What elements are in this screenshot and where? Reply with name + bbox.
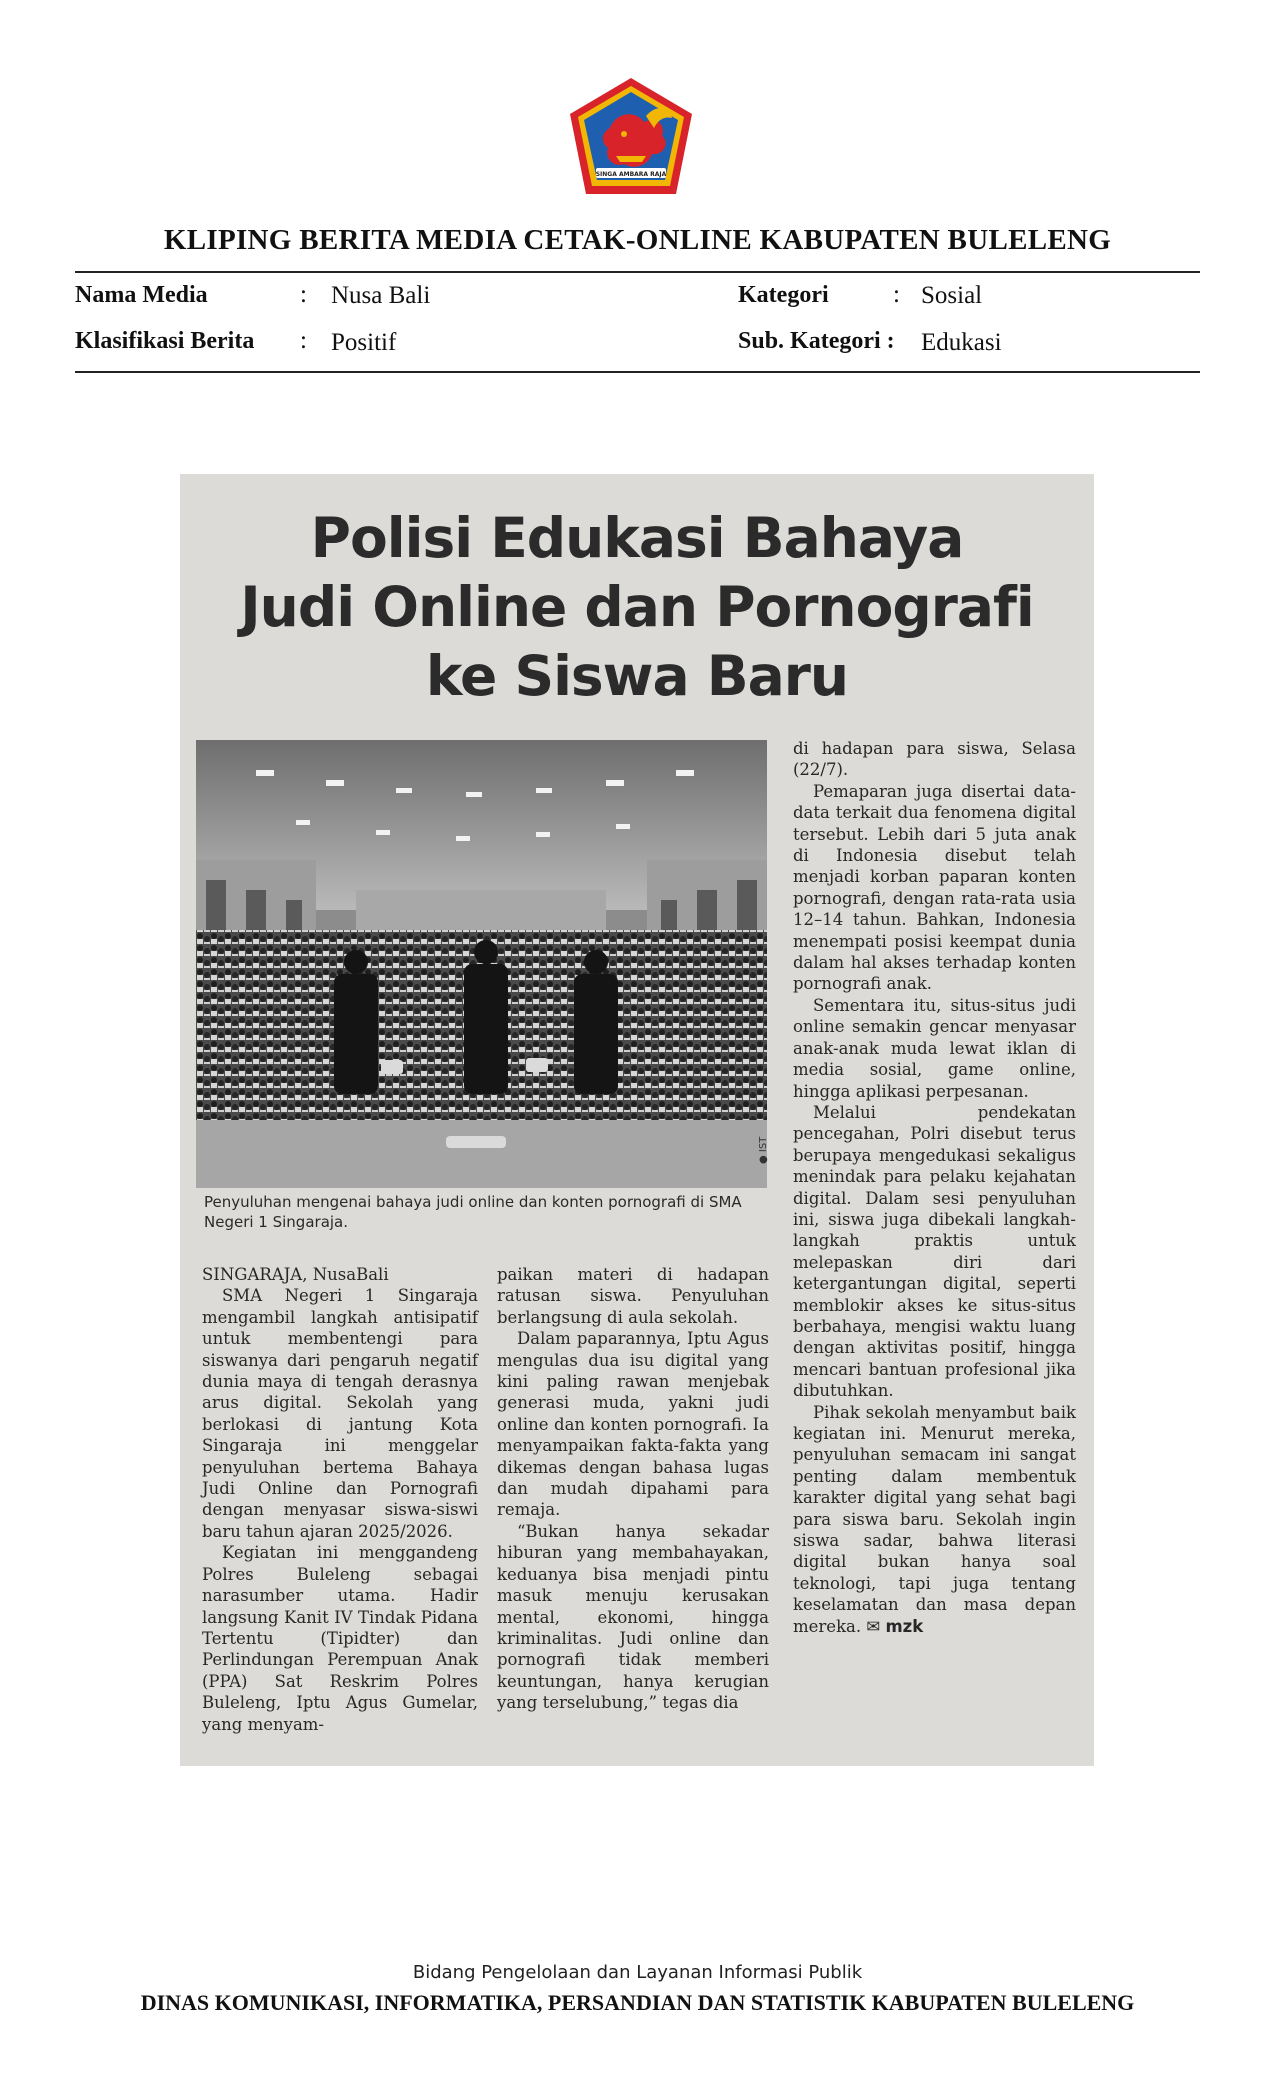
- subcategory-value: Edukasi: [921, 329, 1002, 356]
- headline-line-1: Polisi Edukasi Bahaya: [310, 506, 964, 570]
- article-column-3: [793, 738, 1076, 1637]
- footer-agency: DINAS KOMUNIKASI, INFORMATIKA, PERSANDIAN DAN STATISTIK KABUPATEN BULELENG: [140, 1990, 1135, 2015]
- paragraph: Sementara itu, situs-situs judi online semakin gencar menyasar anak-anak muda lewat iklan di media sosial, game online, hingga aplikasi perpesanan.: [793, 995, 1076, 1101]
- paragraph: paikan materi di hadapan ratusan siswa. Penyuluhan berlangsung di aula sekolah.: [497, 1265, 769, 1327]
- paragraph: “Bukan hanya sekadar hiburan yang membahayakan, keduanya bisa menjadi pintu masuk menuju kerusakan mental, ekonomi, hingga kriminalitas. Judi online dan pornografi tidak memberi keuntungan, hanya kerugian yang terselubung,” tegas dia: [497, 1521, 769, 1713]
- newspaper-icon: ✉: [866, 1616, 881, 1636]
- classification-colon: :: [300, 327, 307, 354]
- footer-division: Bidang Pengelolaan dan Layanan Informasi Publik: [412, 1962, 863, 1983]
- document-title: KLIPING BERITA MEDIA CETAK-ONLINE KABUPATEN BULELENG: [163, 224, 1112, 256]
- divider-top: [75, 271, 1200, 273]
- category-value: Sosial: [921, 282, 983, 309]
- news-clipping: [180, 474, 1094, 1766]
- paragraph: Pemaparan juga disertai data-data terkait dua fenomena digital tersebut. Lebih dari 5 juta anak di Indonesia disebut telah menjadi korban paparan konten pornografi, dengan rata-rata usia 12–14 tahun. Bahkan, Indonesia menempati posisi keempat dunia dalam hal akses terhadap konten pornografi anak.: [793, 781, 1076, 994]
- category-label: Kategori: [738, 282, 829, 308]
- logo-motto: SINGA AMBARA RAJA: [595, 171, 667, 178]
- photo-credit: ● IST: [758, 1136, 769, 1164]
- author-signature: mzk: [885, 1616, 924, 1636]
- paragraph: Dalam paparannya, Iptu Agus mengulas dua isu digital yang kini paling rawan menjebak generasi muda, yakni judi online dan konten pornografi. Ia menyampaikan fakta-fakta yang dikemas dengan bahasa lugas dan mudah dipahami para remaja.: [497, 1329, 769, 1520]
- classification-value: Positif: [331, 329, 397, 356]
- divider-bottom: [75, 371, 1200, 373]
- dateline: SINGARAJA, NusaBali: [202, 1265, 389, 1284]
- headline-line-3: ke Siswa Baru: [425, 644, 849, 708]
- paragraph: Melalui pendekatan pencegahan, Polri disebut terus berupaya mengedukasi sekaligus menindak para pelaku kejahatan digital. Dalam sesi penyuluhan ini, siswa juga dibekali langkah-langkah praktis untuk melepaskan diri dari ketergantungan digital, seperti memblokir akses ke situs-situs berbahaya, mengisi waktu luang dengan aktivitas positif, hingga mencari bantuan profesional jika dibutuhkan.: [793, 1102, 1076, 1401]
- paragraph: Kegiatan ini menggandeng Polres Buleleng sebagai narasumber utama. Hadir langsung Kanit IV Tindak Pidana Tertentu (Tipidter) dan Perlindungan Perempuan Anak (PPA) Sat Reskrim Polres Buleleng, Iptu Agus Gumelar, yang menyam-: [202, 1543, 478, 1734]
- regency-logo: [566, 76, 696, 198]
- classification-label: Klasifikasi Berita: [75, 328, 255, 354]
- article-column-2: [497, 1264, 769, 1714]
- headline-line-2: Judi Online dan Pornografi: [240, 575, 1034, 639]
- paragraph-text: Pihak sekolah menyambut baik kegiatan ini. Menurut mereka, penyuluhan semacam ini sangat penting dalam membentuk karakter digital yang sehat bagi para siswa baru. Sekolah ingin siswa sadar, bahwa literasi digital bukan hanya soal teknologi, tapi juga tentang keselamatan dan masa depan mereka.: [793, 1402, 1076, 1636]
- paragraph: di hadapan para siswa, Selasa (22/7).: [793, 739, 1076, 780]
- category-colon: :: [893, 281, 900, 308]
- paragraph: [793, 1402, 1076, 1637]
- article-headline: [180, 504, 1094, 711]
- media-value: Nusa Bali: [331, 282, 431, 309]
- paragraph: SMA Negeri 1 Singaraja mengambil langkah antisipatif untuk membentengi para siswanya dari pengaruh negatif dunia maya di tengah derasnya arus digital. Sekolah yang berlokasi di jantung Kota Singaraja ini menggelar penyuluhan bertema Bahaya Judi Online dan Pornografi dengan menyasar siswa-siswi baru tahun ajaran 2025/2026.: [202, 1286, 478, 1541]
- media-colon: :: [300, 281, 307, 308]
- photo-caption: Penyuluhan mengenai bahaya judi online dan konten pornografi di SMA Negeri 1 Singaraja.: [204, 1193, 742, 1231]
- article-column-1: [202, 1264, 478, 1735]
- media-label: Nama Media: [75, 282, 208, 308]
- subcategory-label: Sub. Kategori :: [738, 328, 895, 354]
- article-photo: [196, 740, 767, 1188]
